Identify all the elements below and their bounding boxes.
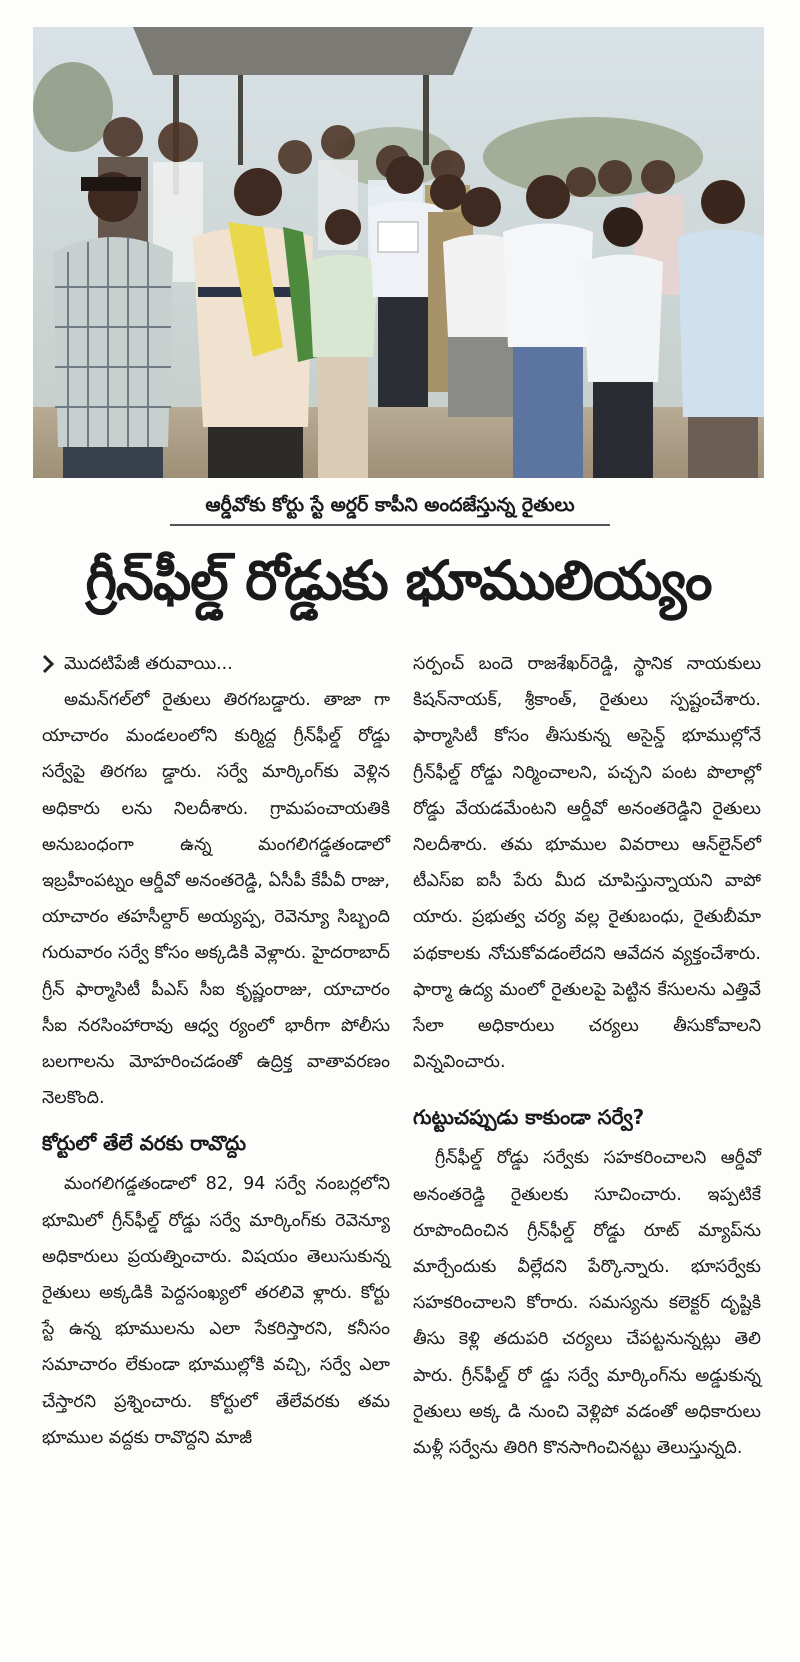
photo-caption-box xyxy=(170,488,610,526)
left-paragraph-1: అమన్‌గల్‌లో రైతులు తిరగబడ్డారు. తాజా గా యాచారం మండలంలోని కుర్మిద్ద గ్రీన్‌ఫీల్డ్ రోడ్డు సర్వేపై తిరగబ డ్డారు. సర్వే మార్కింగ్‌కు వెళ్లిన అధికారు లను నిలదీశారు. గ్రామపంచాయతికి అనుబంధంగా ఉన్న మంగలిగడ్డతండాలో ఇబ్రహీంపట్నం ఆర్డీవో అనంతరెడ్డి, ఏసీపీ కేపీవీ రాజు, యాచారం తహసీల్దార్ అయ్యప్ప, రెవెన్యూ సిబ్బంది గురువారం సర్వే కోసం అక్కడికి వెళ్లారు. హైదరాబాద్ గ్రీన్ ఫార్మాసిటీ పీఎస్ సీఐ కృష్ణంరాజు, యాచారం సీఐ నరసింహారావు ఆధ్వ ర్యంలో భారీగా పోలీసు బలగాలను మోహరించడంతో ఉద్రిక్త వాతావరణం నెలకొంది. xyxy=(42,690,390,1109)
continuation-text: మొదటిపేజీ తరువాయి... xyxy=(64,654,233,674)
left-column xyxy=(42,646,390,1456)
headline: గ్రీన్‌ఫీల్డ్ రోడ్డుకు భూములియ్యం xyxy=(85,549,712,612)
right-paragraph-1: సర్పంచ్ బందె రాజశేఖర్‌రెడ్డి, స్థానిక నాయకులు కిషన్‌నాయక్, శ్రీకాంత్, రైతులు స్పష్టంచేశారు. ఫార్మాసిటీ కోసం తీసుకున్న అసైన్డ్ భూముల్లోనే గ్రీన్‌ఫీల్డ్ రోడ్డు నిర్మించాలని, పచ్చని పంట పొలాల్లో రోడ్డు వేయడమేంటని ఆర్డీవో అనంతరెడ్డిని రైతులు నిలదీశారు. తమ భూముల వివరాలు ఆన్‌లైన్‌లో టీఎస్‌ఐ ఐసీ పేరు మీద చూపిస్తున్నాయని వాపో యారు. ప్రభుత్వ చర్య వల్ల రైతుబంధు, రైతుబీమా పథకాలకు నోచుకోవడంలేదని ఆవేదన వ్యక్తంచేశారు. ఫార్మా ఉద్య మంలో రైతులపై పెట్టిన కేసులను ఎత్తివే సేలా అధికారులు చర్యలు తీసుకోవాలని విన్నవించారు. xyxy=(413,654,761,1073)
continuation-line xyxy=(42,646,390,682)
left-subheading: కోర్టులో తేలే వరకు రావొద్దు xyxy=(42,1131,246,1156)
chevron-right-icon xyxy=(42,654,54,674)
photo-farmers-officials xyxy=(33,27,764,478)
photo-caption: ఆర్డీవోకు కోర్టు స్టే అర్డర్ కాపీని అందజేస్తున్న రైతులు xyxy=(205,494,575,516)
left-paragraph-2: మంగలిగడ్డతండాలో 82, 94 సర్వే నంబర్లలోని భూమిలో గ్రీన్‌ఫీల్డ్ రోడ్డు సర్వే మార్కింగ్‌కు రెవెన్యూ అధికారులు ప్రయత్నించారు. విషయం తెలుసుకున్న రైతులు అక్కడికి పెద్దసంఖ్యలో తరలివె ళ్లారు. కోర్టు స్టే ఉన్న భూములను ఎలా సేకరిస్తారని, కనీసం సమాచారం లేకుండా భూముల్లోకి వచ్చి, సర్వే ఎలా చేస్తారని ప్రశ్నించారు. కోర్టులో తేలేవరకు తమ భూముల వద్దకు రావొద్దని మాజీ xyxy=(42,1174,390,1448)
news-photo xyxy=(33,27,764,478)
right-subheading: గుట్టుచప్పుడు కాకుండా సర్వే? xyxy=(413,1105,645,1130)
right-paragraph-2: గ్రీన్‌ఫీల్డ్ రోడ్డు సర్వేకు సహకరించాలని ఆర్డీవో అనంతరెడ్డి రైతులకు సూచించారు. ఇప్పటికే రూపొందించిన గ్రీన్‌ఫీల్డ్ రోడ్డు రూట్ మ్యాప్‌ను మార్చేందుకు వీల్లేదని పేర్కొన్నారు. భూసర్వేకు సహకరించాలని కోరారు. సమస్యను కలెక్టర్ దృష్టికి తీసు కెళ్లి తదుపరి చర్యలు చేపట్టనున్నట్లు తెలి పారు. గ్రీన్‌ఫీల్డ్ రో డ్డు సర్వే మార్కింగ్‌ను అడ్డుకున్న రైతులు అక్క డి నుంచి వెళ్లిపో వడంతో అధికారులు మళ్లీ సర్వేను తిరిగి కొనసాగించినట్టు తెలుస్తున్నది. xyxy=(413,1148,761,1459)
right-column xyxy=(413,646,761,1466)
